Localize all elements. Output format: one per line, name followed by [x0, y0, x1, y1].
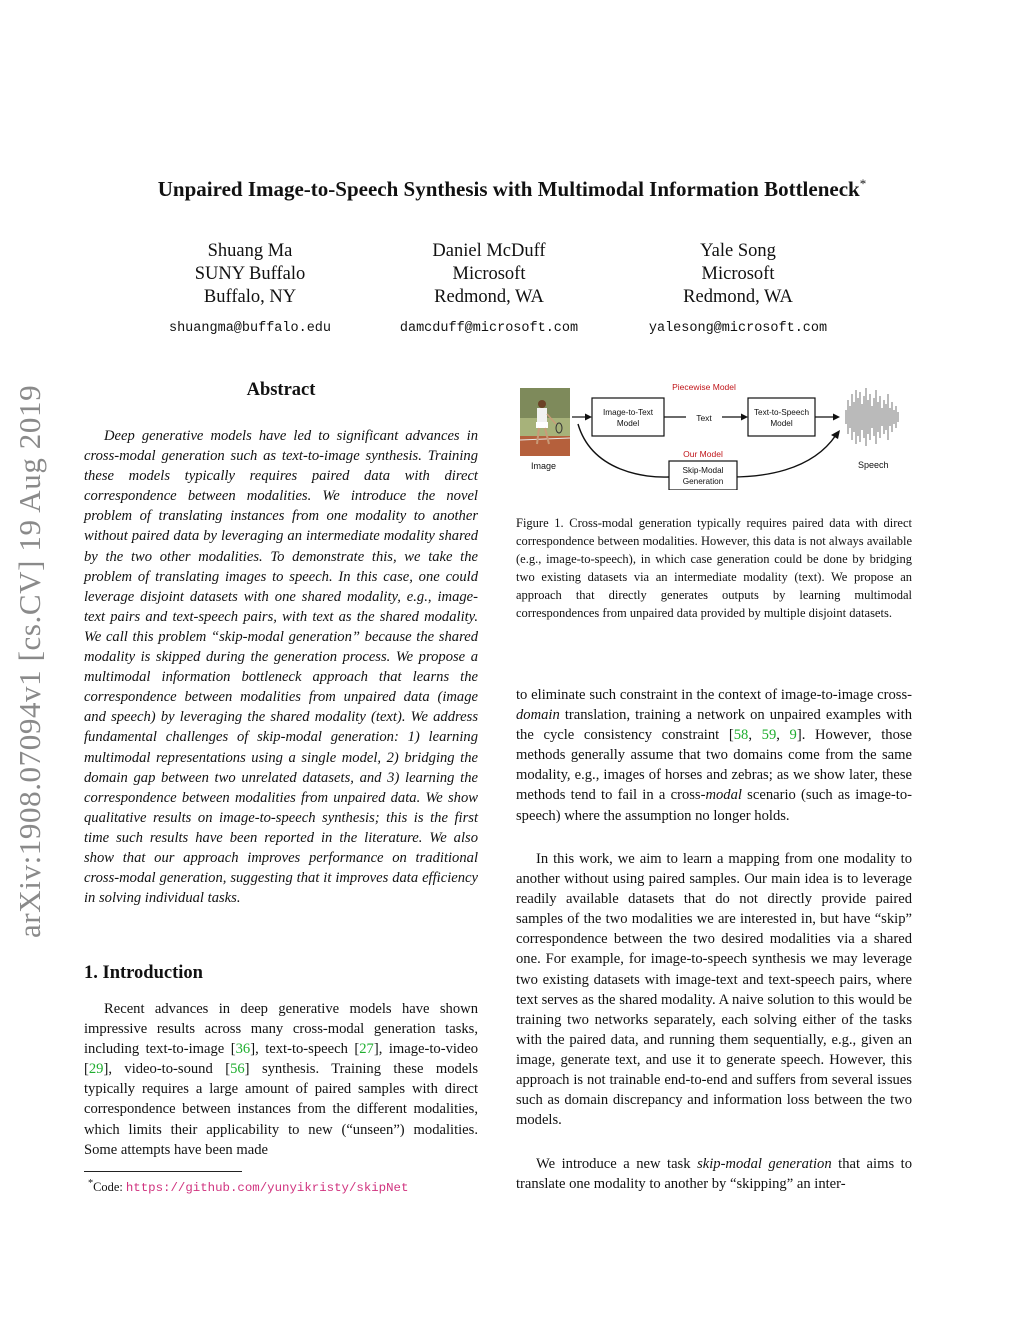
author-name: Daniel McDuff	[432, 241, 546, 261]
body-text: that aims to translate one modality to another by “skipping” an inter-	[516, 1156, 912, 1193]
intro-text: ] synthesis. Training these models typically requires a large amount of paired samples with direct correspondence between instances from the different modalities, which limits their applicability to new (“unseen”) modalities. Some attempts have been made	[84, 1061, 479, 1158]
skip-modal-line2: Generation	[682, 477, 724, 486]
body-emphasis: domain	[516, 707, 560, 724]
body-text: to eliminate such constraint in the context of image-to-image cross-	[516, 687, 912, 703]
citation-link[interactable]: 56	[230, 1061, 245, 1078]
body-emphasis: skip-modal generation	[697, 1156, 832, 1172]
intro-text: ], image-to-video [	[84, 1041, 478, 1078]
citation-link[interactable]: 59	[761, 727, 777, 744]
author-location: Redmond, WA	[683, 287, 793, 307]
paper-title-text: Unpaired Image-to-Speech Synthesis with Multimodal Information Bottleneck	[157, 177, 860, 201]
right-paragraph-3	[516, 1154, 912, 1194]
text-to-speech-line1: Text-to-Speech	[753, 408, 810, 417]
image-thumbnail	[520, 388, 570, 456]
figure-1-diagram	[516, 380, 912, 490]
text-to-speech-line2: Model	[770, 419, 793, 428]
citation-link[interactable]: 36	[235, 1041, 251, 1058]
body-text: scenario (such as image-to-speech) where the assumption no longer holds.	[516, 787, 913, 824]
author-email: shuangma@buffalo.edu	[168, 321, 332, 336]
author-block	[618, 240, 858, 340]
image-to-text-line1: Image-to-Text	[602, 408, 654, 417]
author-affiliation: SUNY Buffalo	[194, 264, 306, 284]
right-paragraph-2: In this work, we aim to learn a mapping from one modality to another without using paired samples. Our main idea is to leverage readily available datasets that do not directly provide paired samples of the two modalities we are interested in, but have “skip” correspondence between the two desired modalities via a shared one. For example, for image-to-speech synthesis we may leverage two existing datasets with image-text and text-speech pairs, where text serves as the shared modality. A naive solution to this would be training two networks separately, each solving either of the tasks with the paired data, and running them sequentially, e.g., given an image, generate text, and use it to generate speech. However, this approach is not trainable end-to-end and suffers from several issues such as domain discrepancy and information loss between the two models.	[516, 851, 912, 1129]
author-affiliation: Microsoft	[452, 264, 526, 284]
arxiv-stamp: arXiv:1908.07094v1 [cs.CV] 19 Aug 2019	[12, 384, 47, 938]
body-text: ,	[776, 727, 790, 744]
author-location: Buffalo, NY	[203, 287, 297, 307]
author-affiliation: Microsoft	[701, 264, 775, 284]
intro-text: ], text-to-speech [	[250, 1041, 360, 1058]
author-name: Shuang Ma	[207, 241, 293, 261]
author-name: Yale Song	[700, 241, 776, 261]
arrow-head	[831, 430, 840, 439]
speech-label: Speech	[858, 460, 889, 470]
citation-link[interactable]: 9	[789, 727, 797, 744]
our-model-label: Our Model	[683, 449, 723, 459]
body-text: translation, training a network on unpaired examples with the cycle consistency constraint [	[516, 707, 912, 744]
abstract-text: Deep generative models have led to significant advances in cross-modal generation such as text-to-image synthesis. Training these models typically requires paired data with direct correspondence between modalities. We introduce the novel problem of translating instances from one modality to another without paired data by leveraging an intermediate modality shared by the two other modalities. To demonstrate this, we take the problem of translating images to speech. In this case, one could leverage disjoint datasets with one shared modality, e.g., image-text pairs and text-speech pairs, with text as the shared modality. We call this problem “skip-modal generation” because the shared modality is skipped during the generation process. We propose a multimodal information bottleneck approach that learns the correspondence between modalities from unpaired data (image and speech) by leveraging the shared modality (text). We address fundamental challenges of skip-modal generation: 1) learning multimodal representations using a single model, 2) bridging the domain gap between two unrelated datasets, and 3) learning the correspondence between modalities from unpaired data. We show qualitative results on image-to-speech synthesis; this is the first time such results have been reported in the literature. We also show that our approach improves performance on traditional cross-modal generation, suggesting that it improves data efficiency in solving individual tasks.	[84, 428, 478, 907]
image-to-text-box	[592, 398, 664, 436]
figure-1-caption: Figure 1. Cross-modal generation typically requires paired data with direct correspondence between modalities. However, this data is not always available (e.g., image-to-speech), in which case generation could be done by bridging two existing datasets via an intermediate modality (text). We propose an approach that directly generates outputs by learning multimodal correspondences from unpaired data provided by multiple disjoint datasets.	[516, 516, 912, 621]
body-emphasis: modal	[705, 787, 742, 804]
arrow-head	[833, 414, 840, 421]
code-link[interactable]: https://github.com/yunyikristy/skipNet	[125, 1181, 409, 1196]
paper-title	[0, 176, 1024, 202]
text-node-label: Text	[696, 413, 712, 423]
intro-paragraph	[84, 999, 478, 1160]
author-location: Redmond, WA	[434, 287, 544, 307]
body-text: We introduce a new task	[536, 1156, 698, 1172]
title-footnote-mark: *	[859, 176, 867, 191]
author-block	[130, 240, 370, 340]
footnote-mark: *	[88, 1178, 94, 1189]
footnote	[88, 1178, 408, 1195]
author-block	[369, 240, 609, 340]
citation-link[interactable]: 58	[733, 727, 749, 744]
body-text: ,	[748, 727, 762, 744]
citation-link[interactable]: 27	[359, 1041, 374, 1058]
intro-text: Recent advances in deep generative models have shown impressive results across many cross-modal generation tasks, including text-to-image [	[84, 1001, 478, 1058]
footnote-label: Code:	[93, 1180, 126, 1195]
arrow-head	[741, 414, 748, 421]
body-text: ]. However, those methods generally assume that two domains come from the same modality, e.g., images of horses and zebras; as we show later, these methods tend to fail in a cross-	[516, 727, 913, 804]
image-to-text-line2: Model	[616, 419, 640, 428]
author-email: damcduff@microsoft.com	[399, 321, 579, 336]
intro-text: ], video-to-sound [	[103, 1061, 231, 1078]
author-email: yalesong@microsoft.com	[648, 321, 828, 336]
speech-waveform	[844, 388, 898, 446]
arrow-head	[585, 414, 592, 421]
image-label: Image	[531, 461, 557, 471]
footnote-rule	[84, 1171, 242, 1172]
right-paragraph-1	[516, 685, 912, 826]
our-model-curve-right	[731, 435, 836, 477]
text-to-speech-box	[748, 398, 815, 436]
citation-link[interactable]: 29	[88, 1061, 104, 1078]
piecewise-label: Piecewise Model	[672, 382, 736, 392]
abstract-heading: Abstract	[246, 380, 316, 400]
intro-heading: 1. Introduction	[84, 963, 203, 983]
skip-modal-line1: Skip-Modal	[682, 466, 724, 475]
